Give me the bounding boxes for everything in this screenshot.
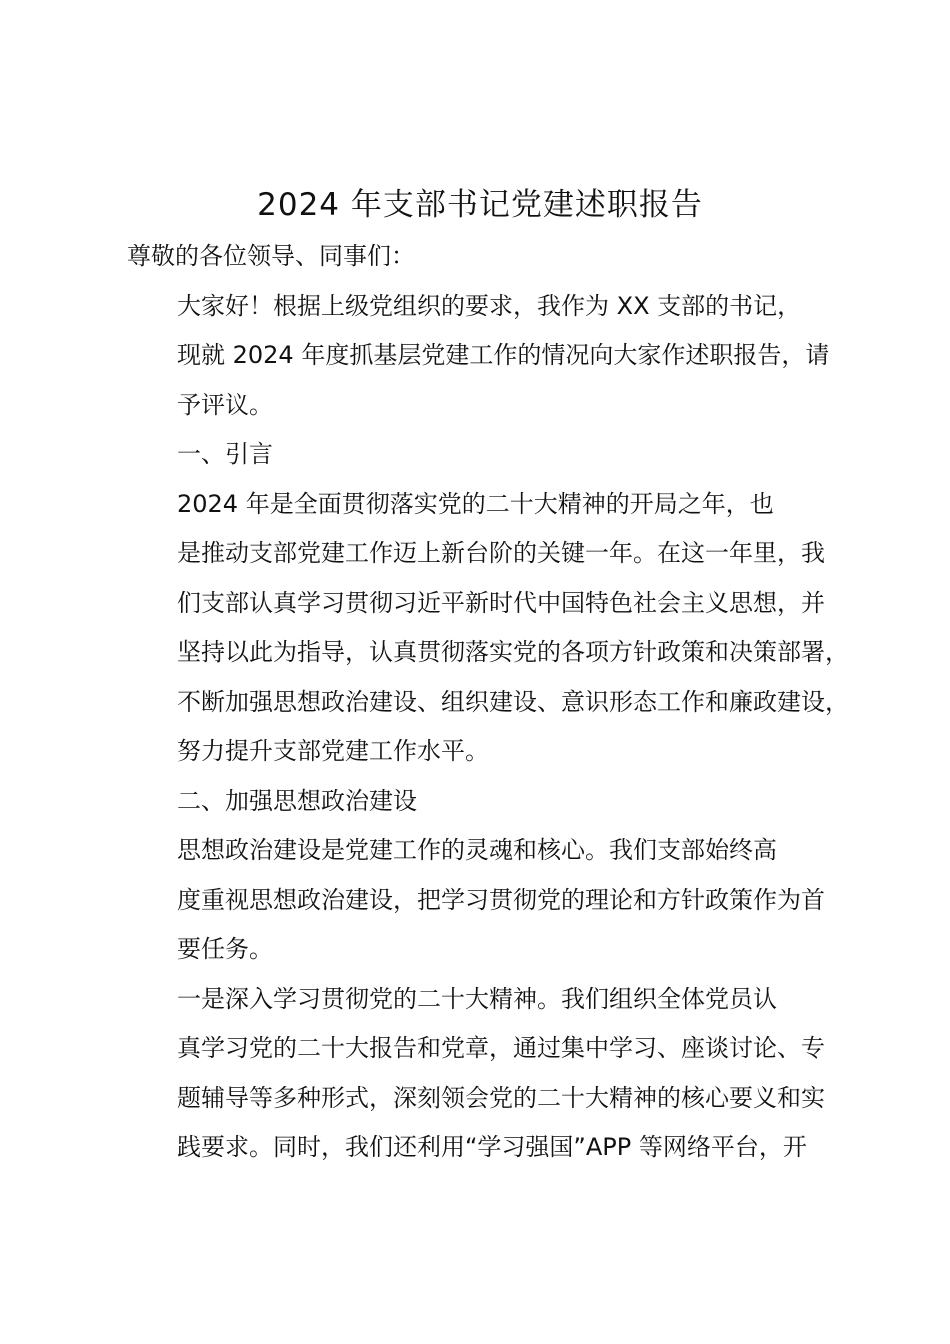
paragraph-intro [127, 282, 855, 431]
paragraph-section-2 [127, 826, 855, 975]
text-line: 一是深入学习贯彻党的二十大精神。我们组织全体党员认 [177, 984, 777, 1013]
salutation: 尊敬的各位领导、同事们： [127, 242, 415, 270]
document-title: 2024 年支部书记党建述职报告 [257, 187, 703, 223]
text-line: 现就 2024 年度抓基层党建工作的情况向大家作述职报告，请 [177, 341, 830, 369]
heading-text: 一、引言 [177, 440, 273, 468]
text-line: 努力提升支部党建工作水平。 [177, 737, 489, 765]
text-line: 题辅导等多种形式，深刻领会党的二十大精神的核心要义和实 [177, 1083, 825, 1112]
text-line: 2024 年是全面贯彻落实党的二十大精神的开局之年，也 [177, 489, 774, 518]
text-line: 不断加强思想政治建设、组织建设、意识形态工作和廉政建设， [177, 687, 849, 716]
text-line: 大家好！根据上级党组织的要求，我作为 XX 支部的书记， [177, 291, 802, 320]
text-line: 是推动支部党建工作迈上新台阶的关键一年。在这一年里，我 [177, 539, 825, 567]
text-line: 思想政治建设是党建工作的灵魂和核心。我们支部始终高 [177, 836, 777, 864]
text-line: 度重视思想政治建设，把学习贯彻党的理论和方针政策作为首 [177, 885, 825, 914]
text-line: 们支部认真学习贯彻习近平新时代中国特色社会主义思想，并 [177, 588, 825, 617]
text-line: 坚持以此为指导，认真贯彻落实党的各项方针政策和决策部署， [177, 638, 849, 666]
text-line: 践要求。同时，我们还利用“学习强国”APP 等网络平台，开 [177, 1133, 807, 1161]
section-heading-2 [127, 777, 855, 827]
text-line: 要任务。 [177, 935, 273, 963]
text-line: 真学习党的二十大报告和党章，通过集中学习、座谈讨论、专 [177, 1034, 825, 1062]
heading-text: 二、加强思想政治建设 [177, 786, 417, 815]
text-line: 予评议。 [177, 390, 273, 419]
paragraph-point-1 [127, 975, 855, 1173]
paragraph-section-1 [127, 480, 855, 777]
section-heading-1 [127, 430, 855, 480]
document-body [127, 232, 855, 1173]
